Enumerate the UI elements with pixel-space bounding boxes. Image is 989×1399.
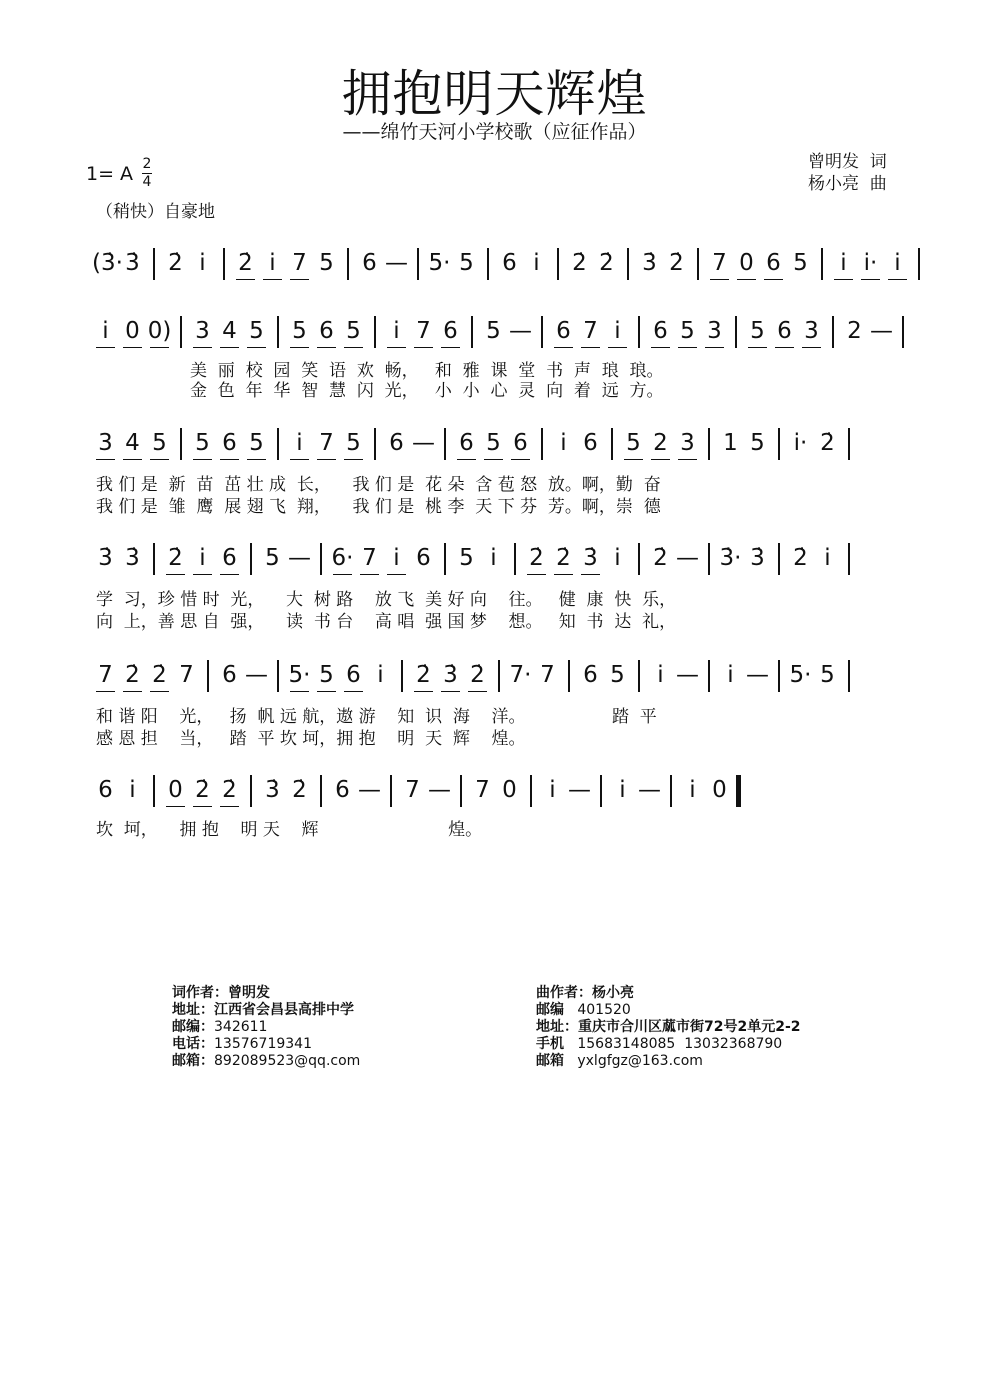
note: i xyxy=(619,777,626,803)
measure xyxy=(286,660,394,690)
note: 5 xyxy=(744,316,771,346)
measure xyxy=(232,248,340,278)
barline xyxy=(848,428,850,460)
note: 5 xyxy=(319,250,334,276)
measure xyxy=(539,775,593,805)
composer-contact xyxy=(536,985,801,1070)
barline xyxy=(347,248,349,280)
barline xyxy=(708,660,710,692)
barline xyxy=(374,428,376,460)
note: 6 xyxy=(550,316,577,346)
measure xyxy=(383,428,437,458)
lyrics-verse-1: 坎 坷， 拥 抱 明 天 辉 煌。 xyxy=(96,820,483,840)
note: — xyxy=(428,777,451,803)
note: 6 xyxy=(216,428,243,458)
lyricist-contact xyxy=(172,985,360,1070)
measure xyxy=(216,660,270,690)
measure xyxy=(787,543,841,573)
note: 2 xyxy=(847,318,862,344)
note: 6 xyxy=(389,430,404,456)
barline xyxy=(638,660,640,692)
note: 6 xyxy=(502,250,517,276)
score-row xyxy=(0,543,989,673)
barline xyxy=(401,660,403,692)
barline xyxy=(250,775,252,807)
lyrics-verse-1: 美 丽 校 园 笑 语 欢 畅， 和 雅 课 堂 书 声 琅 琅。 xyxy=(190,361,664,381)
note: i xyxy=(614,545,621,571)
note: i xyxy=(689,777,696,803)
note: 5 xyxy=(286,316,313,346)
note: 3 xyxy=(701,316,728,346)
note: 5 xyxy=(340,428,367,458)
barline xyxy=(778,660,780,692)
measure xyxy=(496,248,550,278)
note: (3̇· xyxy=(92,250,123,276)
note: 7· xyxy=(509,662,532,688)
note: i xyxy=(92,316,119,346)
barline xyxy=(902,316,904,348)
note: — xyxy=(288,545,311,571)
barline xyxy=(708,543,710,575)
measure xyxy=(577,660,631,690)
note: i· xyxy=(793,430,808,456)
note: 2̇ xyxy=(550,543,577,573)
note: 6 xyxy=(216,543,243,573)
note: 7 xyxy=(286,248,313,278)
note: i xyxy=(199,250,206,276)
measure xyxy=(92,543,146,573)
note: 5 xyxy=(146,428,173,458)
measure xyxy=(647,660,701,690)
note: — xyxy=(638,777,661,803)
note: — xyxy=(358,777,381,803)
measure xyxy=(92,660,200,690)
note: 7 xyxy=(577,316,604,346)
time-signature-top: 2 xyxy=(142,156,152,172)
barline xyxy=(541,316,543,348)
note: — xyxy=(385,250,408,276)
note: 7 xyxy=(706,248,733,278)
measure xyxy=(679,775,733,805)
measure xyxy=(469,775,523,805)
note: 2 xyxy=(647,428,674,458)
note: i xyxy=(286,428,313,458)
barline xyxy=(638,316,640,348)
measure xyxy=(356,248,410,278)
barline xyxy=(638,543,640,575)
song-title: 拥抱明天辉煌 xyxy=(341,65,648,123)
measure xyxy=(787,428,841,458)
lyrics-verse-2: 金 色 年 华 智 慧 闪 光， 小 小 心 灵 向 着 远 方。 xyxy=(190,381,664,401)
barline xyxy=(374,316,376,348)
footer-line: 词作者：曾明发 xyxy=(172,985,270,1001)
note: 6 xyxy=(583,662,598,688)
barline xyxy=(848,660,850,692)
note: 3̇ xyxy=(98,545,113,571)
note: 0 xyxy=(162,775,189,805)
barline xyxy=(487,248,489,280)
barline xyxy=(918,248,920,280)
barline xyxy=(821,248,823,280)
note: 7 xyxy=(540,662,555,688)
footer-line: 邮箱 yxlgfgz@163.com xyxy=(536,1053,703,1069)
notation-line xyxy=(92,660,857,706)
measure xyxy=(189,428,270,458)
note: 3 xyxy=(798,316,825,346)
barline xyxy=(735,316,737,348)
note: 2̇ xyxy=(653,545,668,571)
measure xyxy=(647,316,728,346)
measure xyxy=(566,248,620,278)
lyrics-verse-1: 我 们 是 新 苗 茁 壮 成 长， 我 们 是 花 朵 含 苞 怒 放。啊，勤 奋 xyxy=(96,475,661,495)
note: 5 xyxy=(480,428,507,458)
note: 7 xyxy=(475,777,490,803)
note: i xyxy=(129,777,136,803)
composer-credit: 杨小亮 曲 xyxy=(808,174,887,194)
note: 3̇ xyxy=(750,545,765,571)
score-row xyxy=(0,428,989,558)
lyricist-credit: 曾明发 词 xyxy=(808,152,887,172)
note: 2̇ xyxy=(572,250,587,276)
note: 6 xyxy=(340,660,367,690)
note: 7 xyxy=(313,428,340,458)
note: 2̇ xyxy=(793,545,808,571)
note: i xyxy=(727,662,734,688)
note: 5 xyxy=(793,250,808,276)
measure xyxy=(480,316,534,346)
measure xyxy=(259,543,313,573)
measure xyxy=(550,428,604,458)
barline xyxy=(670,775,672,807)
note: 3 xyxy=(92,428,119,458)
measure xyxy=(787,660,841,690)
footer-line: 手机 15683148085 13032368790 xyxy=(536,1036,783,1052)
measure xyxy=(162,543,243,573)
barline xyxy=(498,660,500,692)
barline xyxy=(277,316,279,348)
note: 6 xyxy=(335,777,350,803)
barline xyxy=(778,428,780,460)
barline xyxy=(471,316,473,348)
barline xyxy=(180,428,182,460)
note: 6 xyxy=(583,430,598,456)
measure xyxy=(523,543,631,573)
note: i xyxy=(189,543,216,573)
measure xyxy=(286,428,367,458)
note: 3̇· xyxy=(719,545,742,571)
score-row xyxy=(0,775,989,905)
note: 7 xyxy=(179,662,194,688)
note: — xyxy=(870,318,893,344)
footer-line: 地址：江西省会昌县高排中学 xyxy=(172,1002,354,1018)
barline xyxy=(514,543,516,575)
note: 2̇ xyxy=(669,250,684,276)
lyrics-verse-1: 学 习，珍 惜 时 光， 大 树 路 放 飞 美 好 向 往。 健 康 快 乐， xyxy=(96,590,677,610)
note: i xyxy=(560,430,567,456)
note: — xyxy=(568,777,591,803)
note: 5 xyxy=(610,662,625,688)
barline xyxy=(832,316,834,348)
note: 3̇ xyxy=(125,545,140,571)
measure xyxy=(620,428,701,458)
note: 0 xyxy=(119,316,146,346)
note: i xyxy=(259,248,286,278)
note: 5· xyxy=(789,662,812,688)
barline xyxy=(417,248,419,280)
measure xyxy=(717,543,771,573)
footer-line: 邮编 401520 xyxy=(536,1002,631,1018)
note: 5 xyxy=(620,428,647,458)
measure xyxy=(162,775,243,805)
note: 6 xyxy=(453,428,480,458)
note: 6 xyxy=(98,777,113,803)
note: 5 xyxy=(820,662,835,688)
measure xyxy=(453,428,534,458)
note: i xyxy=(490,545,497,571)
note: 6 xyxy=(507,428,534,458)
note: 3̇ xyxy=(577,543,604,573)
note: 5 xyxy=(313,660,340,690)
measure xyxy=(426,248,480,278)
note: i xyxy=(824,545,831,571)
note: — xyxy=(412,430,435,456)
barline xyxy=(600,775,602,807)
barline xyxy=(697,248,699,280)
barline xyxy=(250,543,252,575)
score-row xyxy=(0,316,989,446)
time-signature xyxy=(142,157,152,190)
measure xyxy=(647,543,701,573)
note: 2̇ xyxy=(232,248,259,278)
note: 0 xyxy=(712,777,727,803)
note: 7 xyxy=(92,660,119,690)
lyrics-verse-1: 和 谐 阳 光， 扬 帆 远 航，遨 游 知 识 海 洋。 踏 平 xyxy=(96,707,657,727)
measure xyxy=(383,316,464,346)
note: 5· xyxy=(286,660,313,690)
note: 6 xyxy=(760,248,787,278)
measure xyxy=(329,543,437,573)
barline xyxy=(207,660,209,692)
barline xyxy=(223,248,225,280)
note: 6 xyxy=(437,316,464,346)
barline xyxy=(390,775,392,807)
note: i xyxy=(830,248,857,278)
barline xyxy=(444,428,446,460)
note: i xyxy=(383,316,410,346)
note: 6 xyxy=(362,250,377,276)
song-subtitle: ——绵竹天河小学校歌（应征作品） xyxy=(342,121,647,143)
note: 5 xyxy=(340,316,367,346)
note: — xyxy=(245,662,268,688)
measure xyxy=(841,316,895,346)
barline xyxy=(277,660,279,692)
footer-line: 邮箱：892089523@qq.com xyxy=(172,1053,361,1069)
note: 2̇ xyxy=(216,775,243,805)
note: 5 xyxy=(265,545,280,571)
note: 2̇ xyxy=(168,250,183,276)
note: 3 xyxy=(674,428,701,458)
measure xyxy=(830,248,911,278)
note: 5 xyxy=(486,318,501,344)
note: 7 xyxy=(410,316,437,346)
measure xyxy=(399,775,453,805)
barline xyxy=(180,316,182,348)
measure xyxy=(286,316,367,346)
final-barline xyxy=(736,775,741,807)
barline xyxy=(611,428,613,460)
measure xyxy=(744,316,825,346)
note: 5 xyxy=(459,250,474,276)
note: — xyxy=(676,662,699,688)
note: 5 xyxy=(243,316,270,346)
note: 2̇ xyxy=(119,660,146,690)
note: 2̇ xyxy=(410,660,437,690)
note: i xyxy=(884,248,911,278)
barline xyxy=(627,248,629,280)
note: 5 xyxy=(243,428,270,458)
measure xyxy=(507,660,561,690)
note: 6 xyxy=(313,316,340,346)
barline xyxy=(557,248,559,280)
note: — xyxy=(746,662,769,688)
barline xyxy=(530,775,532,807)
note: 3̇ xyxy=(265,777,280,803)
lyrics-verse-2: 我 们 是 雏 鹰 展 翅 飞 翔， 我 们 是 桃 李 天 下 芬 芳。啊，崇 德 xyxy=(96,497,661,517)
note: 5 xyxy=(674,316,701,346)
measure xyxy=(92,316,173,346)
note: 7 xyxy=(356,543,383,573)
barline xyxy=(568,660,570,692)
barline xyxy=(153,543,155,575)
score-row xyxy=(0,660,989,790)
measure xyxy=(636,248,690,278)
note: i· xyxy=(857,248,884,278)
barline xyxy=(848,543,850,575)
note: 1 xyxy=(723,430,738,456)
note: 6 xyxy=(222,662,237,688)
note: 6· xyxy=(329,543,356,573)
note: — xyxy=(509,318,532,344)
note: 3̇ xyxy=(642,250,657,276)
measure xyxy=(92,248,146,278)
barline xyxy=(541,428,543,460)
note: 2̇ xyxy=(599,250,614,276)
note: 5 xyxy=(750,430,765,456)
note: 2̇ xyxy=(146,660,173,690)
measure xyxy=(717,428,771,458)
note: 2̇ xyxy=(292,777,307,803)
note: 7 xyxy=(405,777,420,803)
measure xyxy=(609,775,663,805)
note: 6 xyxy=(647,316,674,346)
note: i xyxy=(549,777,556,803)
note: 3 xyxy=(189,316,216,346)
footer-line: 邮编：342611 xyxy=(172,1019,268,1035)
measure xyxy=(189,316,270,346)
barline xyxy=(277,428,279,460)
footer-line: 地址：重庆市合川区蓏市街72号2单元2-2 xyxy=(536,1019,801,1035)
note: 0 xyxy=(733,248,760,278)
note: 6 xyxy=(771,316,798,346)
note: 2̇ xyxy=(189,775,216,805)
barline xyxy=(320,543,322,575)
note: 2̇ xyxy=(162,543,189,573)
note: — xyxy=(676,545,699,571)
note: 4 xyxy=(119,428,146,458)
barline xyxy=(708,428,710,460)
measure xyxy=(453,543,507,573)
note: 4 xyxy=(216,316,243,346)
note: i xyxy=(377,662,384,688)
note: i xyxy=(533,250,540,276)
notation-line xyxy=(92,248,927,294)
measure xyxy=(162,248,216,278)
note: i xyxy=(383,543,410,573)
barline xyxy=(444,543,446,575)
barline xyxy=(460,775,462,807)
key-signature: 1= A xyxy=(86,163,134,185)
footer-line: 电话：13576719341 xyxy=(172,1036,312,1052)
note: 2̇ xyxy=(464,660,491,690)
note: 2̇ xyxy=(820,430,835,456)
notation-line xyxy=(92,543,857,589)
note: 5 xyxy=(459,545,474,571)
notation-line xyxy=(92,428,857,474)
note: 5 xyxy=(189,428,216,458)
barline xyxy=(778,543,780,575)
measure xyxy=(329,775,383,805)
lyrics-verse-2: 感 恩 担 当， 踏 平 坎 坷，拥 抱 明 天 辉 煌。 xyxy=(96,729,526,749)
tempo-marking: （稍快）自豪地 xyxy=(96,202,215,222)
measure xyxy=(550,316,631,346)
measure xyxy=(706,248,814,278)
note: i xyxy=(604,316,631,346)
note: 2̇ xyxy=(523,543,550,573)
note: 6 xyxy=(416,545,431,571)
note: 3̇ xyxy=(437,660,464,690)
note: i xyxy=(657,662,664,688)
footer-line: 曲作者：杨小亮 xyxy=(536,985,634,1001)
measure xyxy=(410,660,491,690)
measure xyxy=(92,775,146,805)
note: 0 xyxy=(502,777,517,803)
note: 5· xyxy=(428,250,451,276)
measure xyxy=(92,428,173,458)
measure xyxy=(717,660,771,690)
barline xyxy=(320,775,322,807)
note: 0) xyxy=(147,318,172,344)
barline xyxy=(153,248,155,280)
measure xyxy=(259,775,313,805)
note: 3̇ xyxy=(125,250,140,276)
time-signature-bottom: 4 xyxy=(142,174,152,190)
lyrics-verse-2: 向 上，善 思 自 强， 读 书 台 高 唱 强 国 梦 想。 知 书 达 礼， xyxy=(96,612,677,632)
barline xyxy=(153,775,155,807)
